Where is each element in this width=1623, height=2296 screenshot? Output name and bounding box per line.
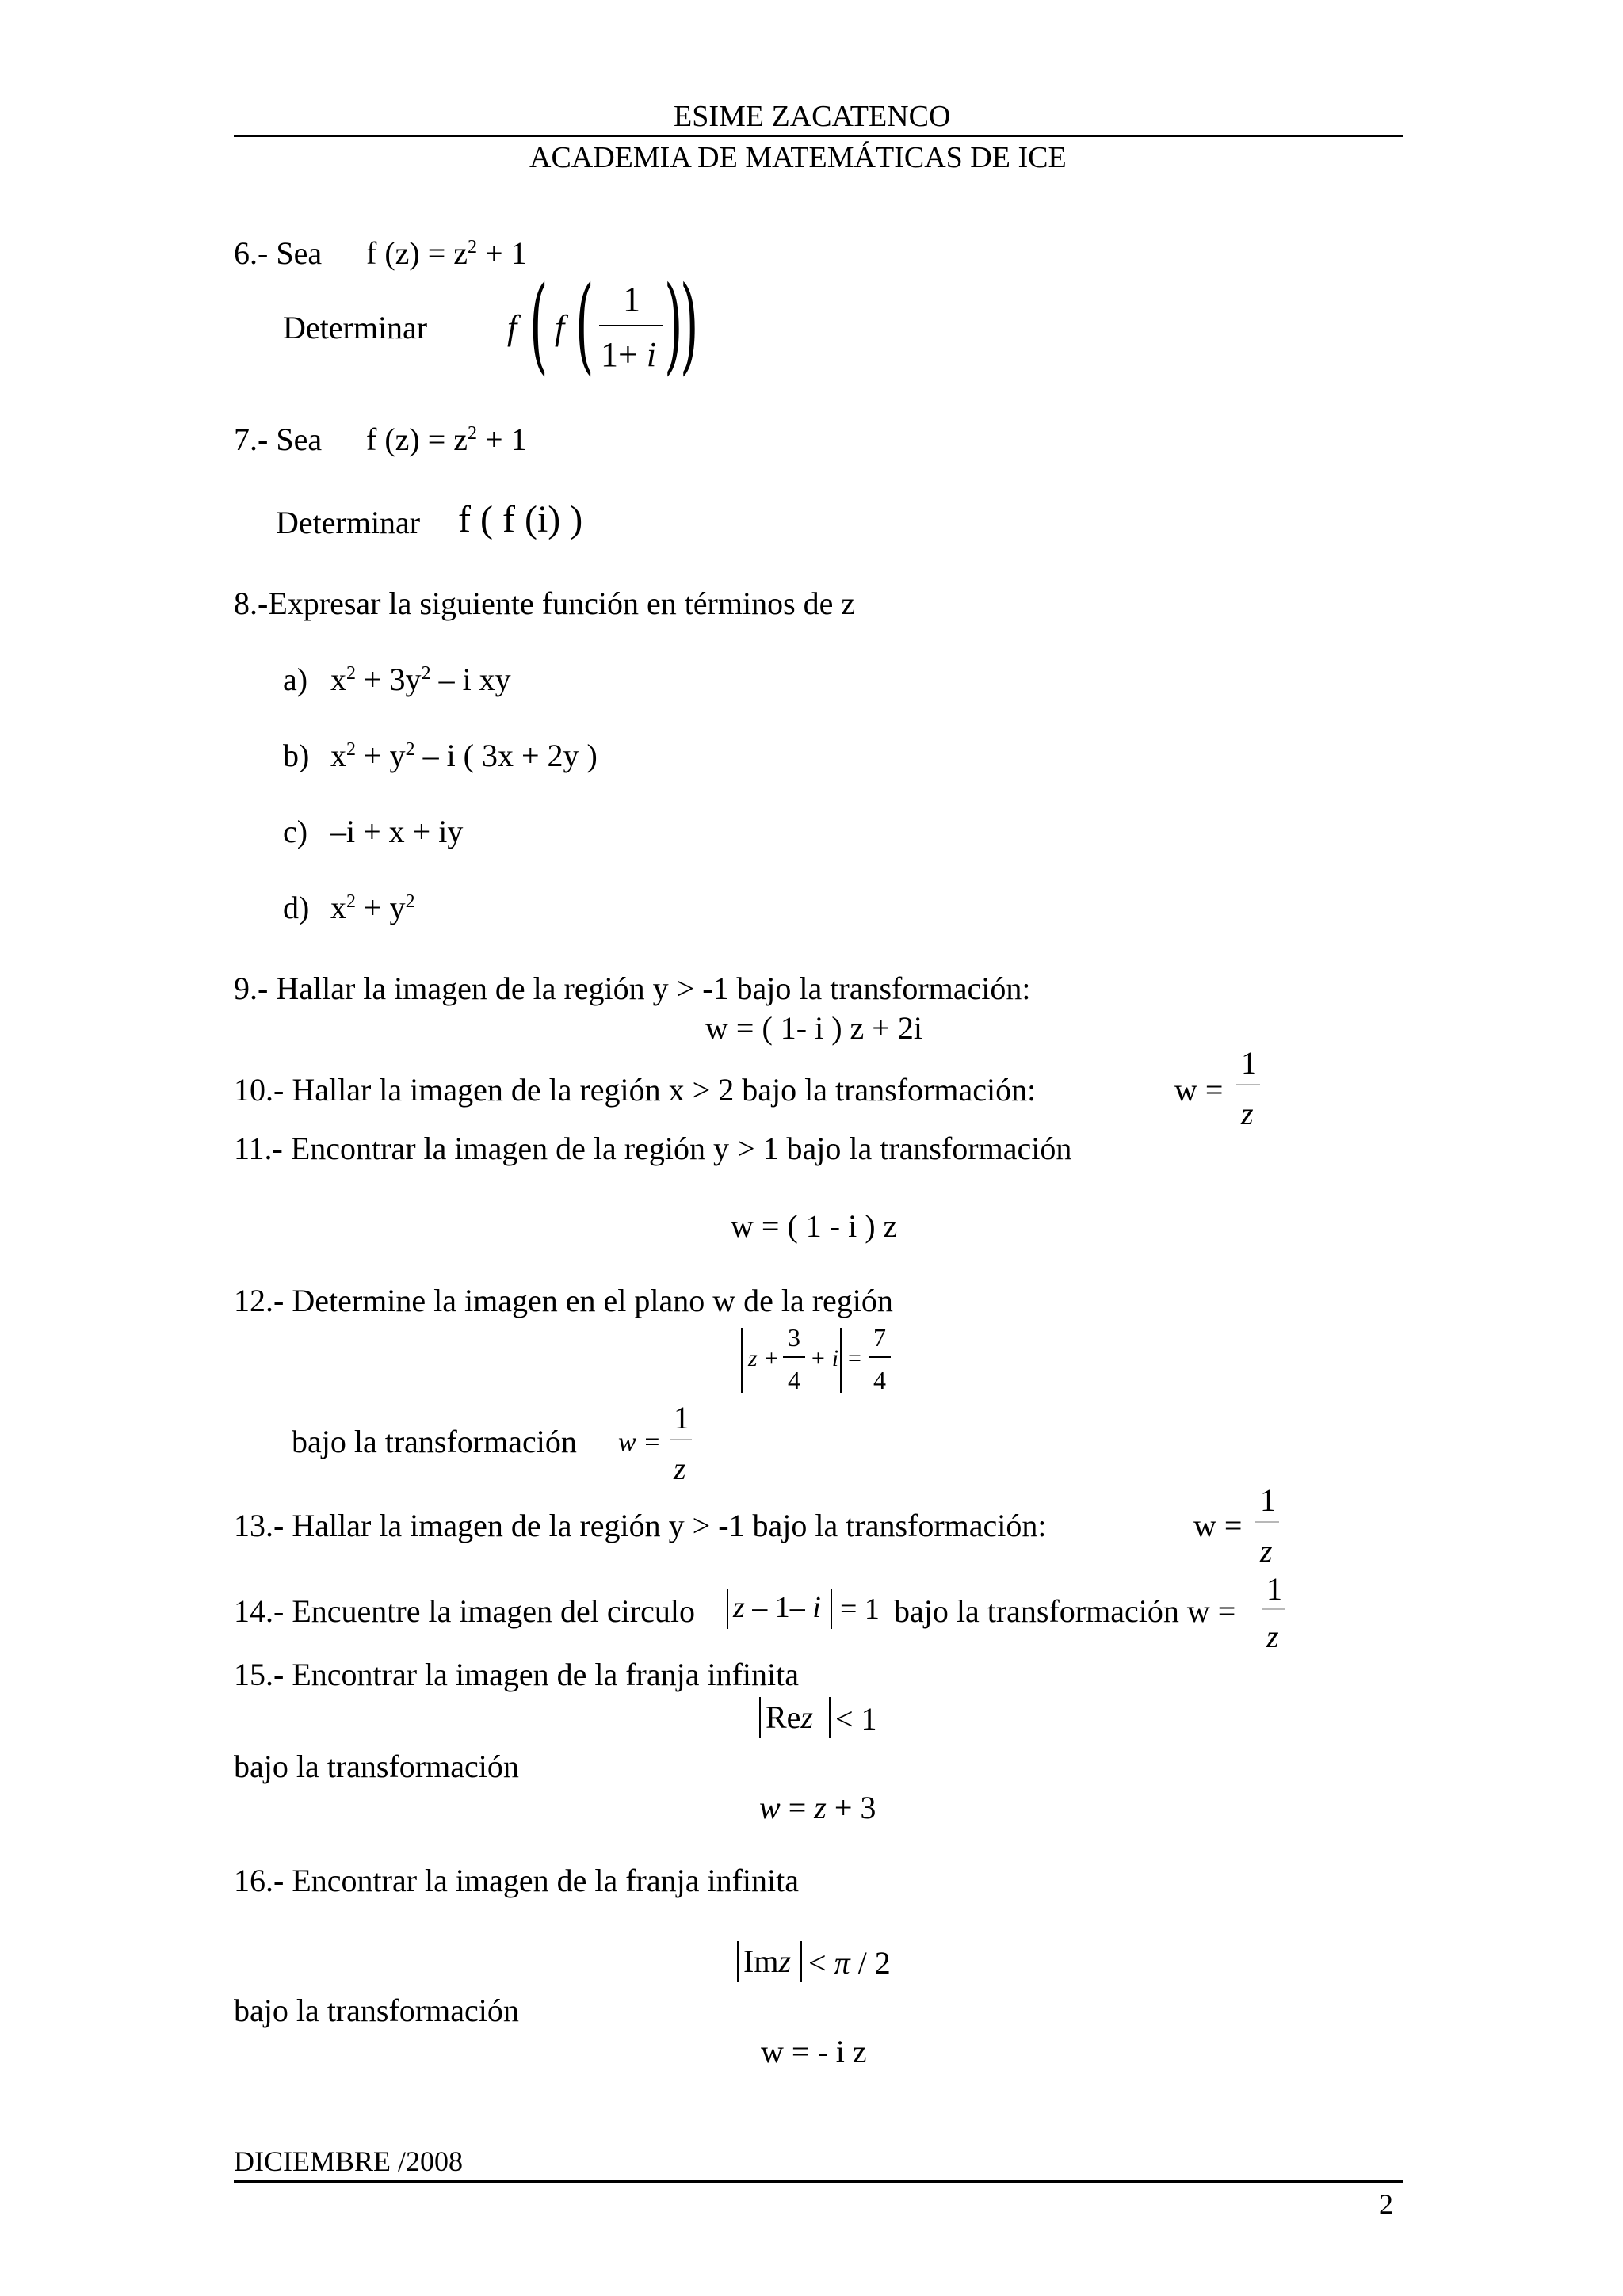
p8-c-expr: –i + x + iy [330,814,464,849]
p14-bar [1262,1608,1285,1610]
p7-func-end: + 1 [477,421,527,457]
p14-den: z [1266,1619,1279,1654]
p15-eq: = [780,1790,815,1825]
p16-im: Im [743,1943,779,1979]
p12-z-plus: z + [748,1345,780,1371]
p6-den-b: i [646,335,657,374]
header-title: ESIME ZACATENCO [674,100,951,133]
p8-b-expr [330,740,598,772]
p13-w: w = [1193,1508,1243,1543]
p8-b-x: x [330,738,346,773]
p12-n3: 3 [788,1323,800,1352]
p8-a-x: x [330,662,346,697]
p16-abs-right [800,1941,802,1982]
p12-bar1 [783,1356,805,1358]
p8-b-end: – i ( 3x + 2y ) [414,738,598,773]
p12-w-eq: w = [618,1428,662,1457]
p11-text: 11.- Encontrar la imagen de la región y > 1 bajo la transformación [234,1131,1072,1166]
p15-z: z [800,1699,814,1735]
p6-paren-left-outer: ( [529,265,548,387]
p8-b-mid: + y [356,738,406,773]
p14-i: i [812,1591,821,1624]
p8-b-exp2: 2 [405,739,415,760]
p8-b-label: b) [283,738,310,773]
p6-f-inner: f [555,308,565,347]
p6-function [366,235,527,271]
p16-pi: π [834,1945,850,1981]
p15-plus3: + 3 [826,1790,876,1825]
p12-d4b: 4 [873,1366,886,1394]
p14-rest: – 1– [744,1591,813,1624]
p6-determinar: Determinar [283,310,428,345]
p8-d-mid: + y [356,890,406,925]
p15-equation [759,1792,876,1824]
p6-func-text: f (z) = z [366,235,468,271]
p16-half: / 2 [850,1945,891,1981]
p16-z: z [778,1943,792,1979]
p7-number: 7.- Sea [234,421,323,457]
p8-a-expr [330,664,511,696]
p12-num: 1 [674,1400,689,1436]
p12-abs-right [840,1328,842,1393]
p14-z: z [733,1591,745,1624]
p6-fraction-num: 1 [623,280,640,318]
p7-determinar: Determinar [276,505,421,540]
p15-lt: < 1 [835,1701,877,1737]
p6-paren-right-inner: ) [664,265,683,387]
p6-number: 6.- Sea [234,235,323,271]
p8-c-label: c) [283,814,308,849]
p14-abs-left [727,1589,728,1629]
p15-bajo: bajo la transformación [234,1749,519,1784]
p12-d4a: 4 [788,1366,800,1394]
p16-lt [808,1947,891,1979]
p13-text: 13.- Hallar la imagen de la región y > -1 bajo la transformación: [234,1508,1047,1543]
p7-func-text: f (z) = z [366,421,468,457]
p14-text-b: bajo la transformación w = [894,1593,1236,1629]
p13-bar [1255,1521,1279,1523]
p15-abs-content [766,1699,814,1735]
p8-d-exp2: 2 [405,891,415,912]
p15-z2: z [814,1790,827,1825]
p10-w: w = [1174,1072,1224,1108]
p6-exp: 2 [468,237,478,257]
p6-paren-left-inner: ( [575,265,594,387]
p15-w: w [759,1790,781,1825]
p8-b-exp1: 2 [346,739,356,760]
p12-eq: = [848,1345,861,1371]
p16-text: 16.- Encontrar la imagen de la franja infinita [234,1863,800,1898]
p7-expression: f ( f (i) ) [458,498,583,540]
p10-bar [1236,1084,1260,1085]
p6-den-a: 1+ [601,335,638,374]
p6-fraction-bar [599,325,663,326]
p12-n7: 7 [873,1323,886,1352]
p14-num: 1 [1266,1571,1282,1607]
p12-bar2 [869,1356,891,1358]
p7-function [366,421,527,457]
page-number: 2 [1379,2188,1393,2220]
p8-a-mid: + 3y [356,662,422,697]
p10-text: 10.- Hallar la imagen de la región x > 2 bajo la transformación: [234,1072,1037,1108]
p15-abs-right [829,1697,831,1738]
header-rule [234,135,1403,137]
p9-equation: w = ( 1- i ) z + 2i [705,1010,922,1046]
header-subtitle: ACADEMIA DE MATEMÁTICAS DE ICE [529,141,1067,174]
p15-text: 15.- Encontrar la imagen de la franja infinita [234,1657,800,1692]
p10-num: 1 [1241,1045,1257,1081]
p16-lt-sym: < [808,1945,834,1981]
p16-bajo: bajo la transformación [234,1993,519,2028]
footer-date: DICIEMBRE /2008 [234,2145,464,2177]
p14-eq1: = 1 [840,1592,880,1626]
p8-a-exp1: 2 [346,663,356,684]
p8-a-label: a) [283,662,308,697]
p11-equation: w = ( 1 - i ) z [731,1208,898,1244]
p12-bajo: bajo la transformación [292,1424,577,1459]
p12-text: 12.- Determine la imagen en el plano w de la región [234,1283,893,1318]
p12-bar3 [670,1439,692,1440]
p9-text: 9.- Hallar la imagen de la región y > -1 bajo la transformación: [234,971,1031,1006]
p13-num: 1 [1260,1482,1276,1518]
p8-a-end: – i xy [430,662,511,697]
p8-d-x: x [330,890,346,925]
p8-d-label: d) [283,890,310,925]
p10-den: z [1241,1096,1254,1131]
p16-abs-content [743,1943,792,1979]
p8-d-expr [330,892,415,924]
p16-equation: w = - i z [761,2034,867,2069]
p6-f-outer: f [507,308,517,347]
p12-abs-left [741,1328,743,1393]
p15-abs-left [759,1697,761,1738]
p15-re: Re [766,1699,801,1735]
p14-text-a: 14.- Encuentre la imagen del circulo [234,1593,695,1629]
p14-abs-right [831,1589,832,1629]
p6-func-end: + 1 [477,235,527,271]
p12-plus-i: + i [810,1345,839,1371]
p14-abs-content [733,1592,821,1623]
p7-exp: 2 [468,423,478,444]
p12-den: z [674,1451,686,1486]
p6-fraction-den [601,335,657,374]
p16-abs-left [737,1941,739,1982]
footer-rule [234,2180,1403,2183]
p8-title: 8.-Expresar la siguiente función en términos de z [234,585,856,621]
p13-den: z [1260,1533,1273,1569]
p8-d-exp1: 2 [346,891,356,912]
p6-paren-right-outer: ) [680,265,699,387]
p8-a-exp2: 2 [421,663,431,684]
